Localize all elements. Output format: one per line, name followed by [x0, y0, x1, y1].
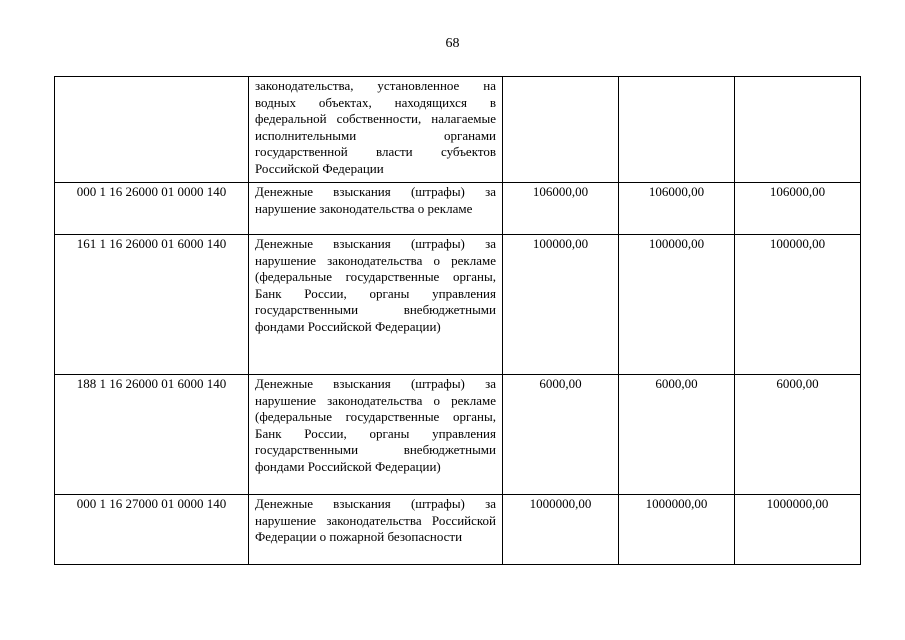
classification-code-cell: 000 1 16 26000 01 0000 140: [55, 183, 249, 235]
revenue-name-text: законодательства, установленное на водных объектах, находящихся в федеральной собственности, налагаемые исполнительными органами государственной власти субъектов Российской Федерации: [255, 78, 496, 176]
amount-cell-year-1: 1000000,00: [503, 495, 619, 565]
amount-cell-year-2: 1000000,00: [619, 495, 735, 565]
revenue-name-text: Денежные взыскания (штрафы) за нарушение законодательства о рекламе (федеральные государственные органы, Банк России, органы управления государственными внебюджетными фондами Российской Федерации): [255, 236, 496, 334]
table-row: [55, 235, 861, 375]
budget-revenue-table: [54, 76, 861, 565]
amount-cell-year-3: 106000,00: [735, 183, 861, 235]
amount-cell-year-1: 6000,00: [503, 375, 619, 495]
table-row: [55, 77, 861, 183]
amount-cell-year-2: [619, 77, 735, 183]
classification-code-cell: 161 1 16 26000 01 6000 140: [55, 235, 249, 375]
revenue-name-cell: [249, 375, 503, 495]
revenue-name-cell: [249, 235, 503, 375]
table-row: [55, 183, 861, 235]
amount-cell-year-2: 100000,00: [619, 235, 735, 375]
table-row: [55, 495, 861, 565]
amount-cell-year-1: [503, 77, 619, 183]
table-row: [55, 375, 861, 495]
revenue-name-cell: [249, 183, 503, 235]
amount-cell-year-2: 6000,00: [619, 375, 735, 495]
amount-cell-year-1: 106000,00: [503, 183, 619, 235]
amount-cell-year-2: 106000,00: [619, 183, 735, 235]
revenue-name-cell: [249, 495, 503, 565]
revenue-name-text: Денежные взыскания (штрафы) за нарушение законодательства о рекламе (федеральные государственные органы, Банк России, органы управления государственными внебюджетными фондами Российской Федерации): [255, 376, 496, 474]
classification-code-cell: [55, 77, 249, 183]
classification-code-cell: 188 1 16 26000 01 6000 140: [55, 375, 249, 495]
amount-cell-year-3: 1000000,00: [735, 495, 861, 565]
page-number: 68: [445, 36, 460, 51]
revenue-name-text: Денежные взыскания (штрафы) за нарушение законодательства Российской Федерации о пожарной безопасности: [255, 496, 496, 545]
amount-cell-year-3: [735, 77, 861, 183]
amount-cell-year-1: 100000,00: [503, 235, 619, 375]
classification-code-cell: 000 1 16 27000 01 0000 140: [55, 495, 249, 565]
revenue-name-cell: [249, 77, 503, 183]
amount-cell-year-3: 100000,00: [735, 235, 861, 375]
amount-cell-year-3: 6000,00: [735, 375, 861, 495]
revenue-name-text: Денежные взыскания (штрафы) за нарушение законодательства о рекламе: [255, 184, 496, 216]
